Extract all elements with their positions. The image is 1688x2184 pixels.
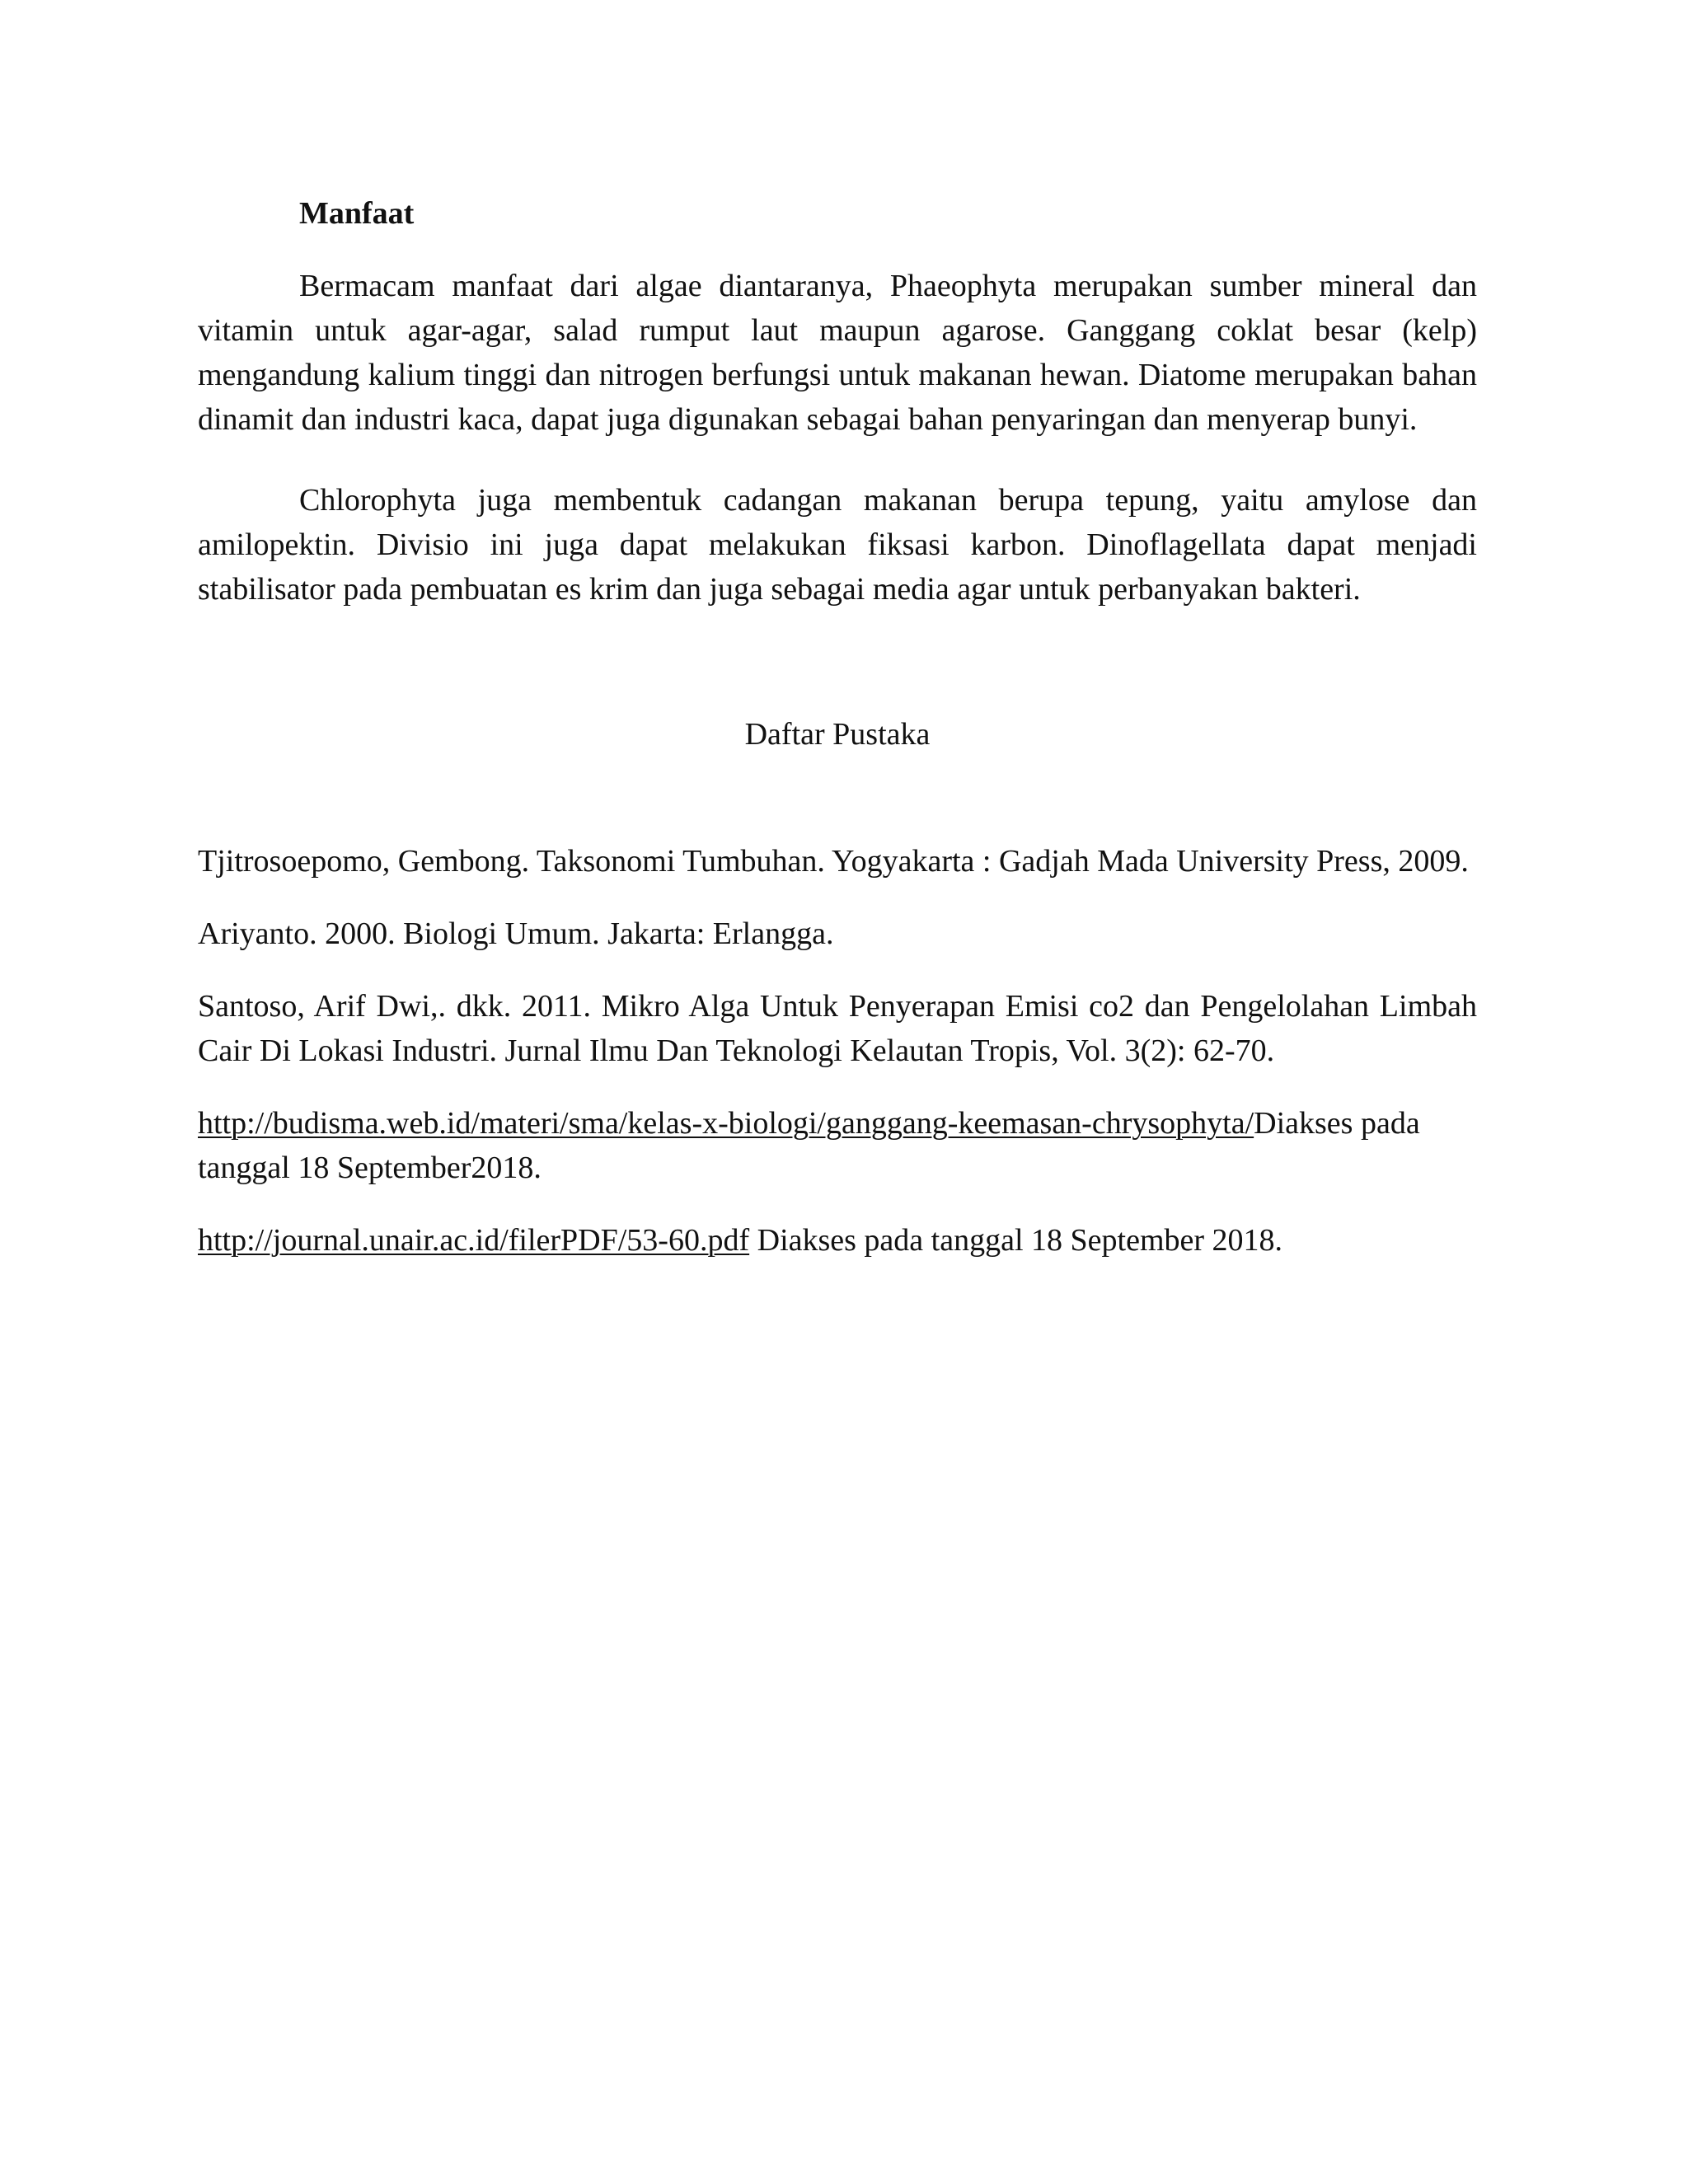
page-content [198, 191, 1477, 1291]
reference-access-note-2: Diakses pada tanggal 18 September 2018. [749, 1223, 1283, 1258]
reference-access-note-1: Diakses pada tanggal 18 September2018. [198, 1106, 1420, 1185]
reference-link-unair-journal[interactable]: http://journal.unair.ac.id/filerPDF/53-60.pdf [198, 1223, 750, 1258]
web-reference-item-1 [198, 1101, 1477, 1190]
reference-item-1: Tjitrosoepomo, Gembong. Taksonomi Tumbuhan. Yogyakarta : Gadjah Mada University Press, 2009. [198, 844, 1469, 879]
paragraph-manfaat-1: Bermacam manfaat dari algae diantaranya, Phaeophyta merupakan sumber mineral dan vitamin untuk agar-agar, salad rumput laut maupun agarose. Ganggang coklat besar (kelp) mengandung kalium tinggi dan nitrogen berfungsi untuk makanan hewan. Diatome merupakan bahan dinamit dan industri kaca, dapat juga digunakan sebagai bahan penyaringan dan menyerap bunyi. [198, 269, 1477, 437]
reference-item-2: Ariyanto. 2000. Biologi Umum. Jakarta: Erlangga. [198, 916, 834, 951]
reference-item-3: Santoso, Arif Dwi,. dkk. 2011. Mikro Alga Untuk Penyerapan Emisi co2 dan Pengelolahan Limbah Cair Di Lokasi Industri. Jurnal Ilmu Dan Teknologi Kelautan Tropis, Vol. 3(2): 62-70. [198, 989, 1477, 1068]
section-title-daftar-pustaka: Daftar Pustaka [744, 717, 931, 752]
section-heading-manfaat: Manfaat [299, 196, 415, 231]
reference-link-budisma[interactable]: http://budisma.web.id/materi/sma/kelas-x-biologi/ganggang-keemasan-chrysophyta/ [198, 1106, 1254, 1141]
paragraph-manfaat-2: Chlorophyta juga membentuk cadangan makanan berupa tepung, yaitu amylose dan amilopektin. Divisio ini juga dapat melakukan fiksasi karbon. Dinoflagellata dapat menjadi stabilisator pada pembuatan es krim dan juga sebagai media agar untuk perbanyakan bakteri. [198, 483, 1477, 607]
web-reference-item-2 [198, 1218, 1477, 1263]
